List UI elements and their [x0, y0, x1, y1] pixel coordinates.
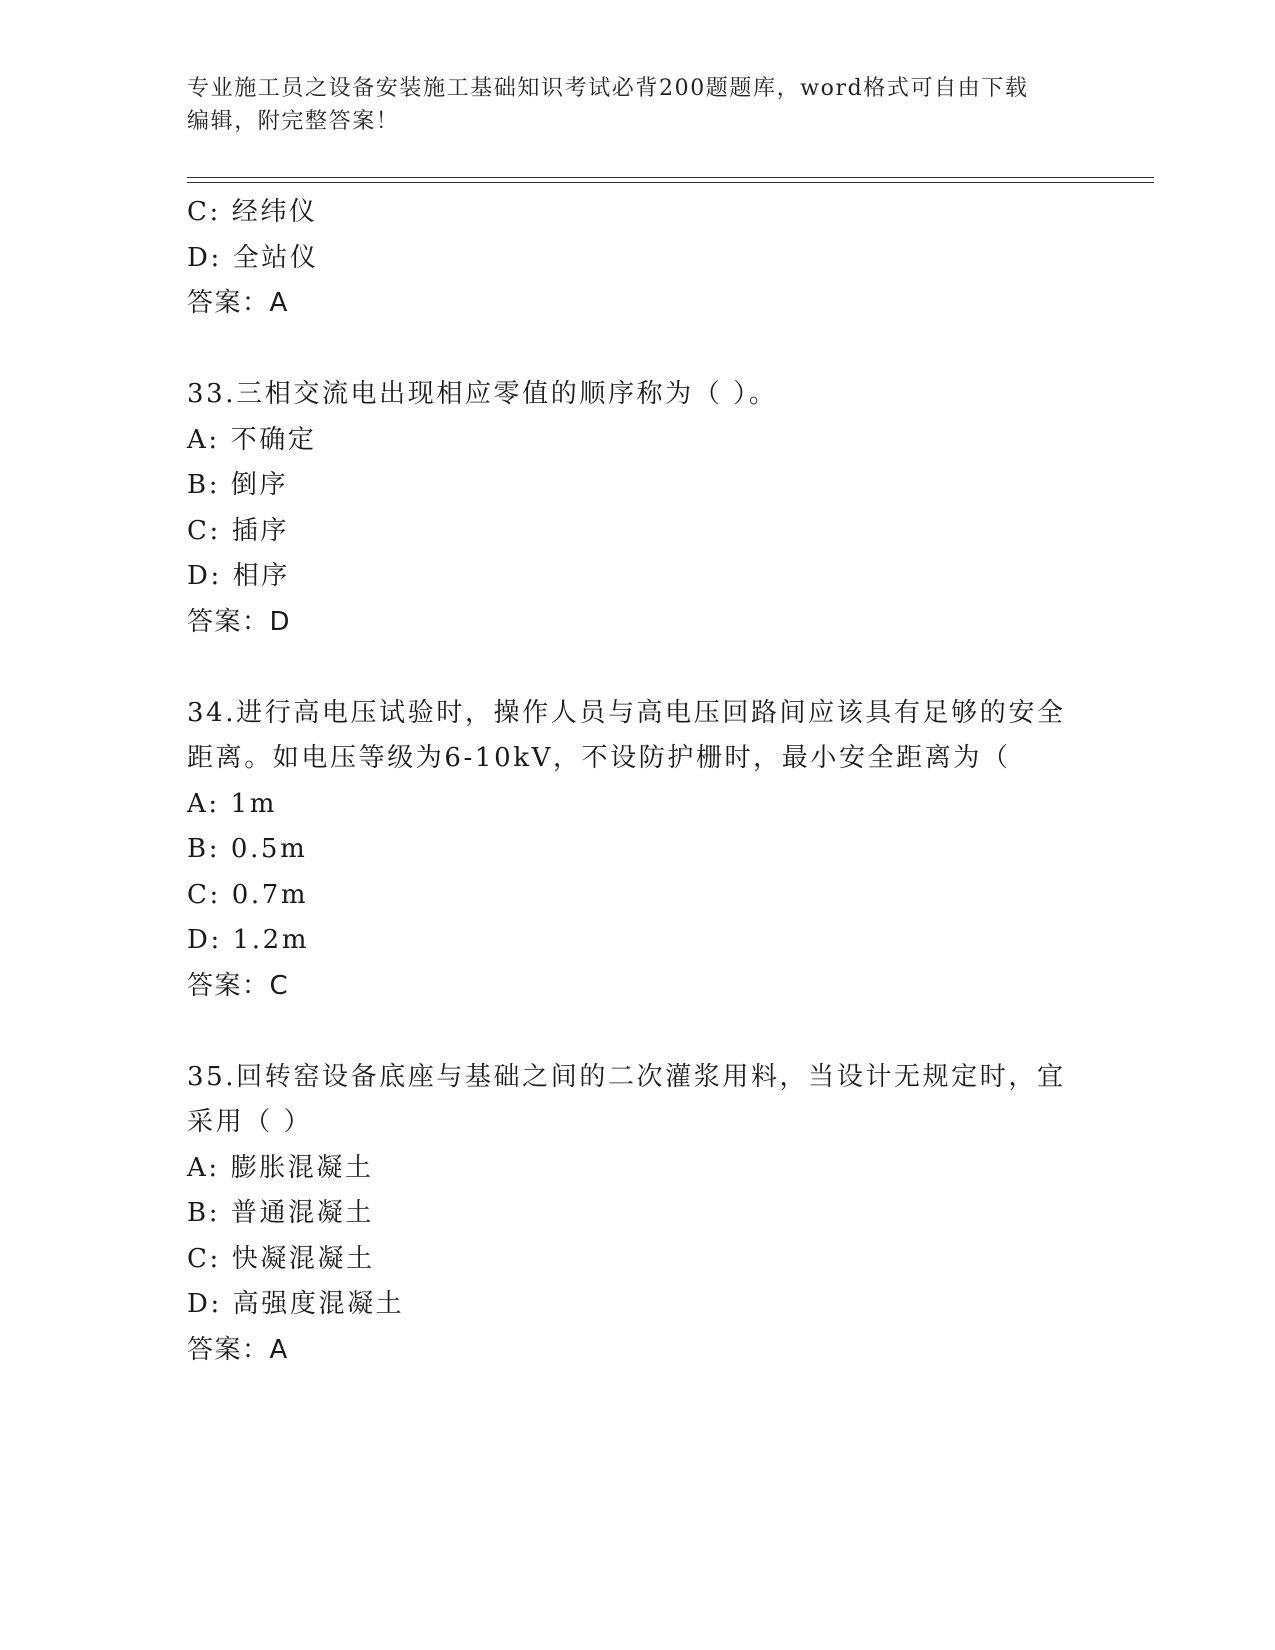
option-c: C: 插序 — [187, 515, 289, 546]
answer-line: 答案：C — [187, 970, 290, 1001]
option-b: B: 0.5m — [187, 834, 308, 864]
question-stem-line: 采用（ ） — [187, 1107, 313, 1137]
answer-line: 答案：A — [187, 288, 289, 318]
question-stem-line: 33.三相交流电出现相应零值的顺序称为（ ）。 — [187, 379, 778, 409]
option-b: B: 普通混凝土 — [187, 1198, 374, 1228]
header-title-line-1: 专业施工员之设备安装施工基础知识考试必背200题题库，word格式可自由下载 — [187, 76, 1029, 101]
header-divider-top — [187, 177, 1154, 178]
question-stem-line: 距离。如电压等级为6-10kV，不设防护栅时，最小安全距离为（ — [187, 743, 1011, 773]
question-35 — [187, 1055, 1087, 1374]
option-d: D: 高强度混凝土 — [187, 1289, 405, 1319]
question-spacer — [187, 645, 1087, 691]
option-c: C: 快凝混凝土 — [187, 1243, 375, 1274]
option-c: C: 0.7m — [187, 879, 309, 910]
question-stem-line: 35.回转窑设备底座与基础之间的二次灌浆用料，当设计无规定时，宜 — [187, 1061, 1066, 1092]
answer-line: 答案：D — [187, 606, 292, 637]
header-divider-bottom — [187, 182, 1154, 183]
option-a: A: 不确定 — [187, 424, 317, 455]
header-title-line-2: 编辑，附完整答案！ — [187, 109, 400, 134]
option-b: B: 倒序 — [187, 470, 289, 500]
option-d: D: 相序 — [187, 561, 290, 591]
question-stem-line: 34.进行高电压试验时，操作人员与高电压回路间应该具有足够的安全 — [187, 697, 1066, 728]
option-a: A: 1m — [187, 788, 277, 819]
question-33 — [187, 372, 1087, 645]
question-list — [187, 190, 1087, 1373]
question-34 — [187, 691, 1087, 1010]
option-a: A: 膨胀混凝土 — [187, 1152, 374, 1183]
option-c: C: 经纬仪 — [187, 197, 318, 227]
page-header — [187, 72, 1087, 138]
question-spacer — [187, 1009, 1087, 1055]
option-d: D: 1.2m — [187, 925, 310, 955]
answer-line: 答案：A — [187, 1334, 289, 1365]
question-32-continued — [187, 190, 1087, 327]
question-spacer — [187, 327, 1087, 373]
option-d: D: 全站仪 — [187, 242, 319, 273]
